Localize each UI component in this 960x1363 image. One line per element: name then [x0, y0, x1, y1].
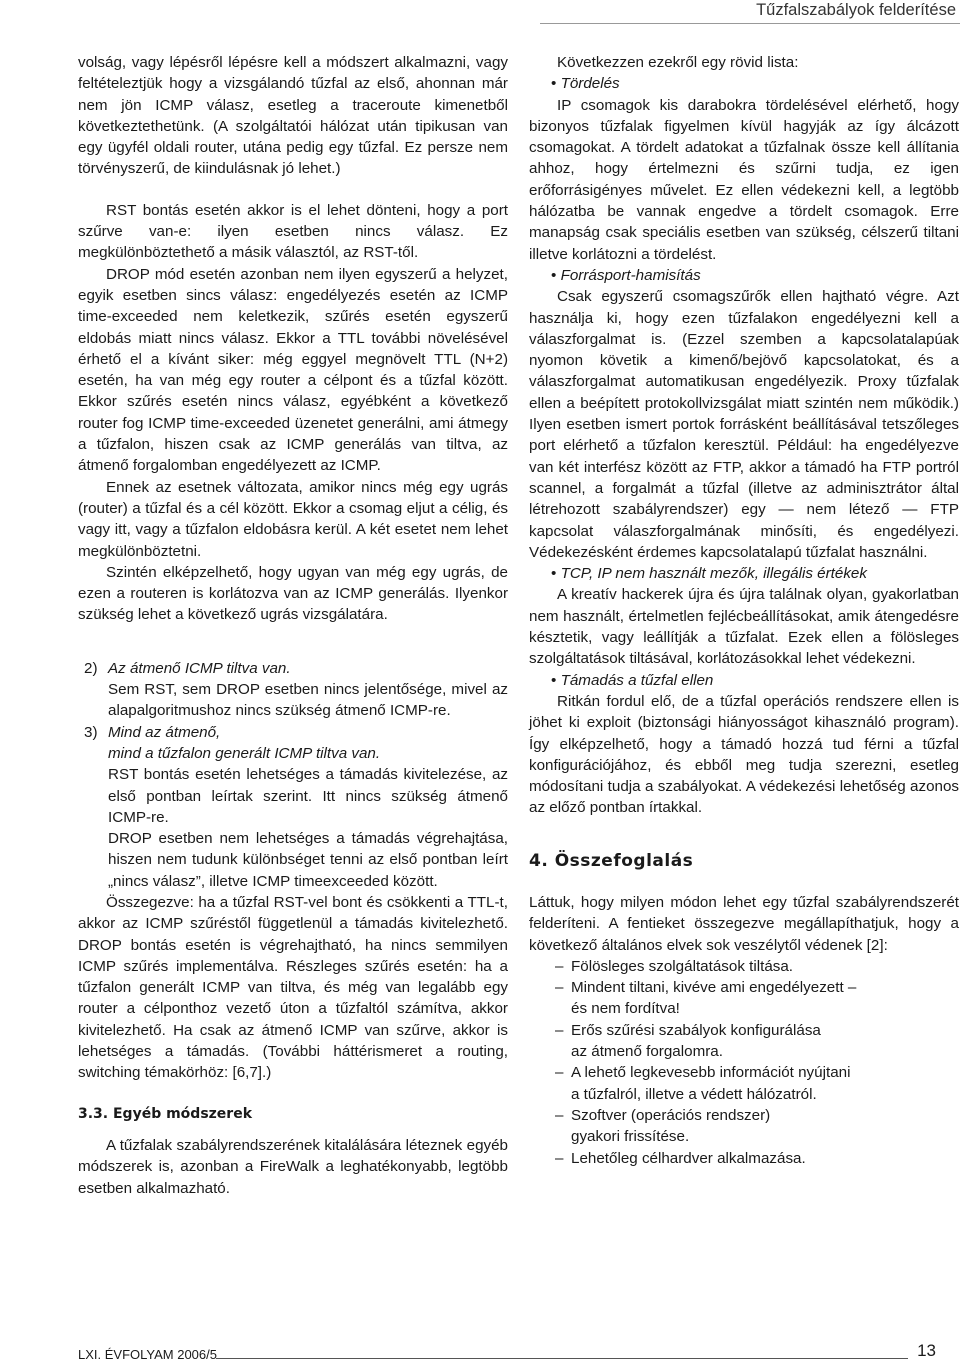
right-column: [529, 52, 959, 1169]
item-number: 2): [84, 659, 98, 677]
bullet-title: [529, 73, 959, 94]
running-header: [540, 0, 960, 24]
paragraph: RST bontás esetén akkor is el lehet dönteni, hogy a port szűrve van-e: ilyen esetben nincs válasz. Ez megkülönböztethető a másik választól, az RST-től.: [78, 201, 508, 262]
bullet-title: [529, 265, 959, 286]
bullet-icon: •: [551, 75, 557, 93]
bullet-title-text: Támadás a tűzfal ellen: [560, 671, 714, 689]
paragraph: Következzen ezekről egy rövid lista:: [557, 54, 799, 71]
paragraph: Csak egyszerű csomagszűrők ellen hajtható végre. Azt használja ki, hogy ezen tűzfalakon engedélyezni kell a válaszforgalmat is. (Ezzel szemben a kapcsolatalapúak nyomon követik a kimenő/bejövő kapcsolatokat, és a válaszforgalmat automatikusan engedélyezik. Proxy tűzfalak ellen a beépített protokollvizsgálat miatt szintén nem működik.) Ilyen esetben ismert portok forrásként beállításával tetszőleges port elérhető a tűzfalon keresztül. Például: ha engedélyezve van két interfész között az FTP, akkor a támadó ha FTP portról scannel, a forgalmát a tűzfal (illetve az adminisztrátor által létrehozott szabályrendszer) egy — nem létező — FTP kapcsolat válaszforgalmának minősíti, és engedélyezi. Védekezésként érdemes kapcsolatalapú tűzfalat használni.: [529, 288, 959, 561]
left-column: [78, 52, 508, 1199]
paragraph: Ritkán fordul elő, de a tűzfal operációs rendszere ellen is jöhet ki exploit (biztonsági hiányosságot kihasználó program). Így elképzelhető, hogy a támadó hozzá tud férni a tűzfal konfigurációjához, és ebből meg tudja szerezni, esetleg módosítani tudja a szabályokat. A védekezési lehetőség azonos az előző pontban írtakkal.: [529, 692, 959, 817]
item-text: DROP esetben nem lehetséges a támadás végrehajtása, hiszen nem tudunk különbséget tenni az első pontban leírt „nincs válasz”, illetve ICMP timeexceeded között.: [108, 830, 508, 890]
section-heading: 4. Összefoglalás: [529, 850, 694, 871]
bullet-icon: •: [551, 565, 557, 583]
bullet-title-text: Forrásport-hamisítás: [560, 266, 701, 284]
bullet-icon: •: [551, 266, 557, 284]
subsection-heading: 3.3. Egyéb módszerek: [78, 1105, 253, 1122]
item-text: Sem RST, sem DROP esetben nincs jelentősége, mivel az alapalgoritmushoz nincs szükség átmenő ICMP-re.: [108, 681, 508, 720]
item-title: Mind az átmenő,: [108, 723, 221, 741]
item-number: 3): [84, 723, 98, 741]
numbered-item-3: [78, 722, 508, 892]
paragraph: Ennek az esetnek változata, amikor nincs még egy ugrás (router) a tűzfal és a cél között. Ekkor a csomag eljut a célig, és vagy itt, vagy a tűzfalon eldobásra kerül. A két esetet nem lehet megkülönböztetni.: [78, 478, 508, 560]
list-item: – Mindent tiltani, kivéve ami engedélyezett – és nem fordítva!: [555, 977, 959, 1020]
paragraph: Láttuk, hogy milyen módon lehet egy tűzfal szabályrendszerét felderíteni. A fentieket összegezve megállapíthatjuk, hogy a következő általános elvek sok veszélytől védenek [2]:: [529, 893, 959, 954]
item-title-continued: mind a tűzfalon generált ICMP tiltva van.: [108, 744, 381, 762]
principles-list: [529, 956, 959, 1169]
paragraph: Szintén elképzelhető, hogy ugyan van még egy ugrás, de ezen a routeren is korlátozva van az ICMP generálás. Ilyenkor szükség lehet a következő ugrás vizsgálatára.: [78, 563, 508, 624]
bullet-title-text: TCP, IP nem használt mezők, illegális értékek: [560, 565, 867, 583]
paragraph: A tűzfalak szabályrendszerének kitalálására léteznek egyéb módszerek is, azonban a FireWalk a leghatékonyabb, legtöbb esetben alkalmazható.: [78, 1136, 508, 1197]
bullet-icon: •: [551, 671, 557, 689]
list-item: – A lehető legkevesebb információt nyújtani a tűzfalról, illetve a védett hálózatról.: [555, 1062, 959, 1105]
paragraph: volság, vagy lépésről lépésre kell a módszert alkalmazni, vagy feltételeztjük hogy a vizsgálandó tűzfal az első, ahonnan már nem jön ICMP válasz, esetleg a traceroute kimenetből következtethetünk. (A szolgáltatói hálózat után tipikusan van egy ügyfél oldali router, utána pedig egy tűzfal. Ez persze nem törvényszerű, de kiindulásnak jó lehet.): [78, 54, 508, 178]
paragraph: Összegezve: ha a tűzfal RST-vel bont és csökkenti a TTL-t, akkor az ICMP szűréstől függetlenül a támadás kivitelezhető. DROP bontás esetén is végrehajtható, ha nincs semmilyen ICMP szűrés implementálva. Részleges szűrés esetén: ha a tűzfalon generált ICMP van tiltva, és még van legalább egy router a célponthoz vezető úton a tűzfaltól számítva, akkor kivitelezhető. Ha csak az átmenő ICMP van szűrve, akkor is lehetséges a támadás. (További háttérismeret a routing, switching témakörhöz: [6,7].): [78, 893, 508, 1082]
paragraph: A kreatív hackerek újra és újra találnak olyan, gyakorlatban nem használt, értelmetlen fejlécbeállításokat, amik átengedésre késztetik, vagy leállítják a tűzfalat. Ezek ellen a fölösleges szolgáltatások tiltásával, korlátozásokkal lehet védekezni.: [529, 586, 959, 668]
paragraph: IP csomagok kis darabokra tördelésével elérhető, hogy bizonyos tűzfalak figyelmen kívül hagyják az így álcázott csomagokat. A tördelt adatokat a tűzfalnak össze kell állítania ahhoz, hogy értelmezni és szűrni tudja, ez igen erőforrásigényes művelet. Ez ellen védekezni kell, a legtöbb hálózatba be vannak engedve a tördelt csomagok. Erre manapság csak speciális esetben van szükség, célszerű tiltani illetve korlátozni a tördelést.: [529, 96, 959, 263]
list-item: – Lehetőleg célhardver alkalmazása.: [555, 1148, 959, 1169]
paragraph: DROP mód esetén azonban nem ilyen egyszerű a helyzet, egyik esetben sincs válasz: engedélyezés esetén az ICMP time-exceeded nem keletkezik, szűrés esetén egyszerű eldobás miatt nincs válasz. Ekkor a TTL további növelésével érhető el a kívánt siker: még eggyel megnövelt TTL (N+2) esetén, ha van még egy router a célpont és a tűzfal között. Ekkor szűrés esetén nincs válasz, egyébként a következő router fog ICMP time-exceeded üzenetet generálni, ami átmegy a tűzfalon, hiszen csak az ICMP generálás van tiltva, az átmenő forgalomban engedélyezett az ICMP.: [78, 265, 508, 475]
item-title: Az átmenő ICMP tiltva van.: [108, 659, 291, 677]
list-item: – Erős szűrési szabályok konfigurálása az átmenő forgalomra.: [555, 1020, 959, 1063]
bullet-title: [529, 563, 959, 584]
footer-rule: [216, 1358, 908, 1359]
journal-volume: LXI. ÉVFOLYAM 2006/5: [78, 1347, 217, 1362]
bullet-title-text: Tördelés: [560, 75, 620, 93]
list-item: – Szoftver (operációs rendszer) gyakori frissítése.: [555, 1105, 959, 1148]
page-number: 13: [917, 1341, 936, 1360]
page-footer: [78, 1341, 938, 1363]
running-title: Tűzfalszabályok felderítése: [756, 1, 956, 19]
item-text: RST bontás esetén lehetséges a támadás kivitelezése, az első pontban leírtak szerint. Itt nincs szükség átmenő ICMP-re.: [108, 766, 508, 826]
bullet-title: [529, 670, 959, 691]
numbered-item-2: [78, 658, 508, 722]
list-item: – Fölösleges szolgáltatások tiltása.: [555, 956, 959, 977]
